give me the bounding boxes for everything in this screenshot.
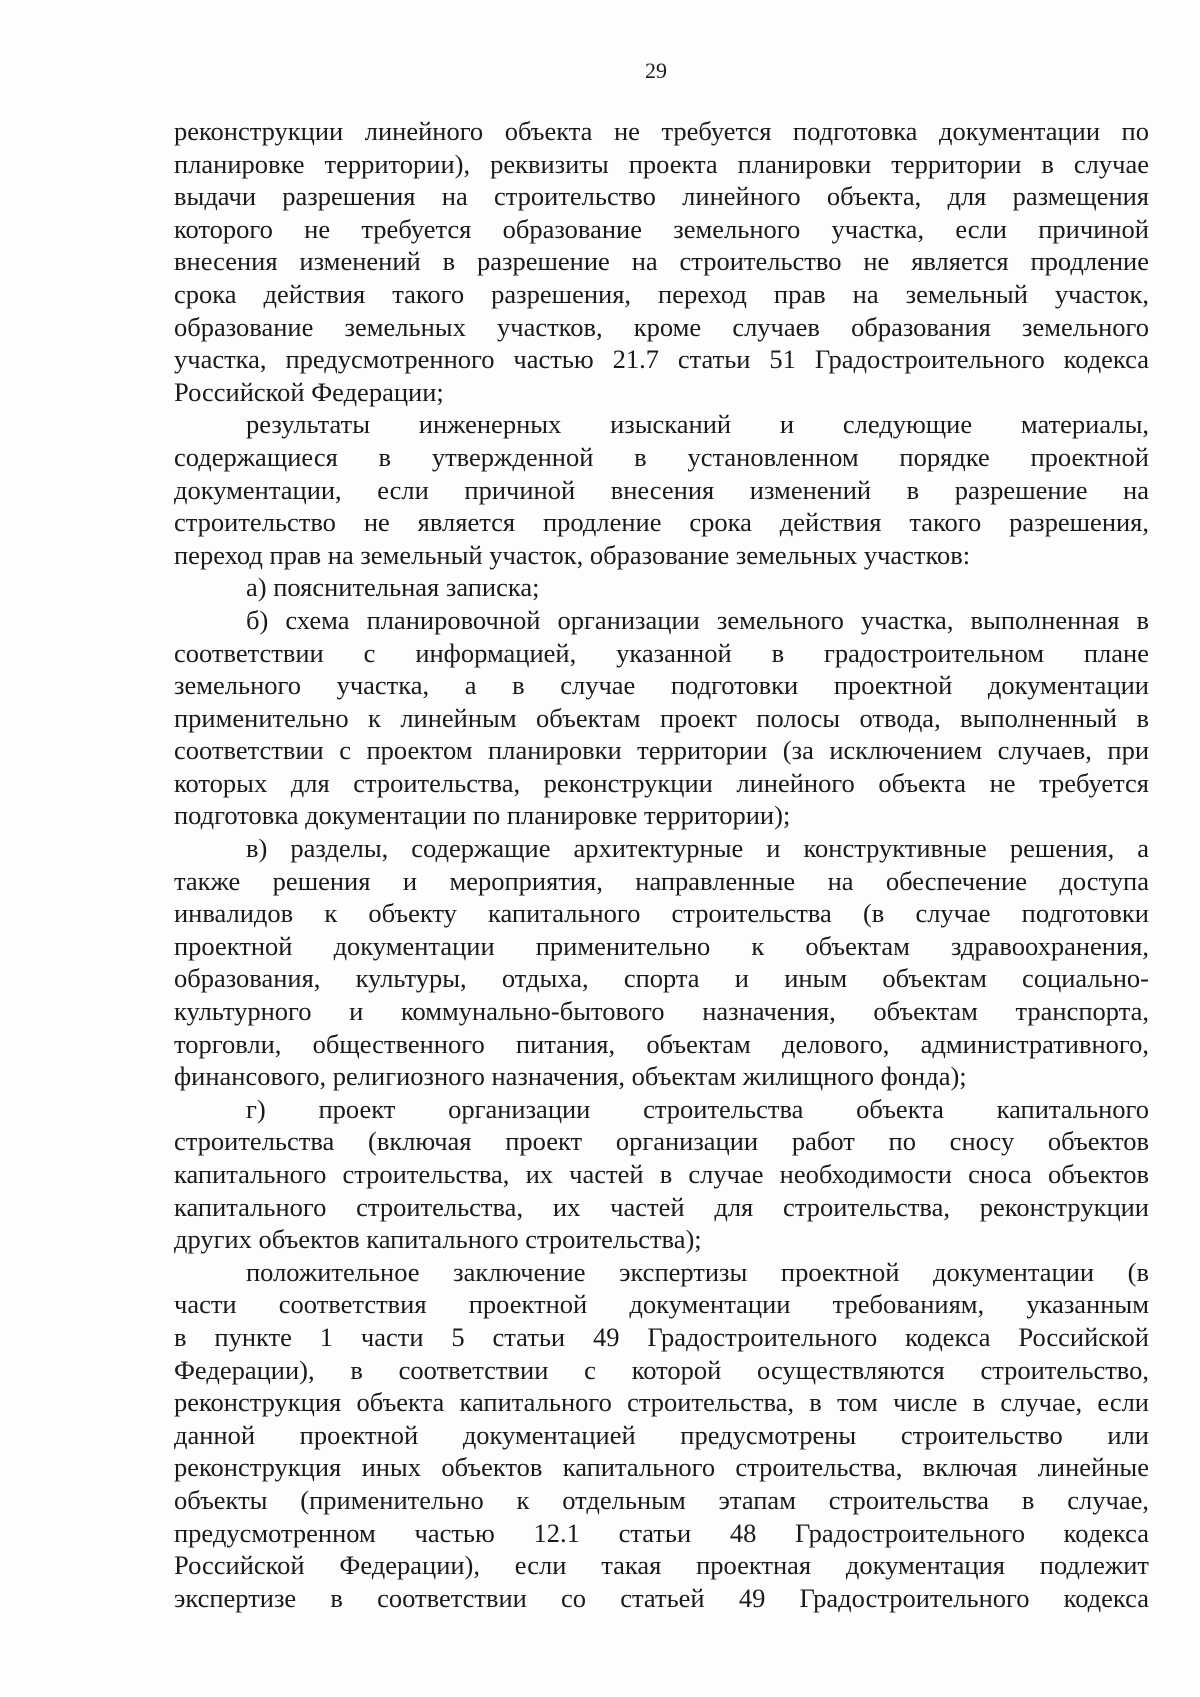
text-line: экспертизе в соответствии со статьей 49 Градостроительного кодекса: [174, 1582, 1149, 1613]
text-line: содержащиеся в утвержденной в установленном порядке проектной: [174, 441, 1149, 472]
text-line: выдачи разрешения на строительство линейного объекта, для размещения: [174, 181, 1149, 212]
page-number: 29: [645, 58, 667, 83]
text-line: которого не требуется образование земельного участка, если причиной: [174, 213, 1149, 244]
body-text: [174, 115, 1149, 1614]
text-line: данной проектной документацией предусмотрены строительство или: [174, 1419, 1149, 1450]
text-line: соответствии с проектом планировки территории (за исключением случаев, при: [174, 735, 1149, 766]
text-line: переход прав на земельный участок, образование земельных участков:: [174, 539, 971, 570]
text-line: финансового, религиозного назначения, объектам жилищного фонда);: [174, 1061, 967, 1092]
text-line: образование земельных участков, кроме случаев образования земельного: [174, 311, 1149, 342]
text-line: в пункте 1 части 5 статьи 49 Градостроительного кодекса Российской: [174, 1321, 1149, 1352]
text-line: инвалидов к объекту капитального строительства (в случае подготовки: [174, 898, 1149, 929]
text-line: Российской Федерации;: [174, 376, 444, 407]
text-line: строительства (включая проект организации работ по сносу объектов: [174, 1126, 1149, 1157]
text-line: реконструкция иных объектов капитального строительства, включая линейные: [174, 1452, 1149, 1483]
text-line: других объектов капитального строительства);: [174, 1224, 702, 1255]
text-line: реконструкции линейного объекта не требуется подготовка документации по: [174, 116, 1149, 146]
text-line: б) схема планировочной организации земельного участка, выполненная в: [246, 604, 1149, 635]
text-line: культурного и коммунально-бытового назначения, объектам транспорта,: [174, 996, 1149, 1027]
text-line: реконструкция объекта капитального строительства, в том числе в случае, если: [174, 1387, 1149, 1418]
text-line: капитального строительства, их частей для строительства, реконструкции: [174, 1191, 1149, 1222]
text-line: срока действия такого разрешения, переход прав на земельный участок,: [174, 278, 1149, 309]
text-line: участка, предусмотренного частью 21.7 статьи 51 Градостроительного кодекса: [174, 344, 1149, 375]
text-line: внесения изменений в разрешение на строительство не является продление: [174, 246, 1149, 277]
text-line: Российской Федерации), если такая проектная документация подлежит: [174, 1550, 1149, 1581]
text-line: а) пояснительная записка;: [246, 572, 540, 603]
text-line: которых для строительства, реконструкции линейного объекта не требуется: [174, 767, 1149, 798]
text-line: части соответствия проектной документации требованиям, указанным: [174, 1289, 1149, 1320]
text-line: предусмотренном частью 12.1 статьи 48 Градостроительного кодекса: [174, 1517, 1149, 1548]
text-line: положительное заключение экспертизы проектной документации (в: [246, 1256, 1149, 1287]
text-line: строительство не является продление срока действия такого разрешения,: [174, 507, 1149, 538]
text-line: применительно к линейным объектам проект полосы отвода, выполненный в: [174, 702, 1149, 733]
text-line: образования, культуры, отдыха, спорта и иным объектам социально-: [174, 963, 1149, 994]
text-line: земельного участка, а в случае подготовки проектной документации: [174, 670, 1149, 701]
text-line: проектной документации применительно к объектам здравоохранения,: [174, 930, 1149, 961]
text-line: объекты (применительно к отдельным этапам строительства в случае,: [174, 1484, 1149, 1515]
text-line: подготовка документации по планировке территории);: [174, 800, 791, 831]
text-line: также решения и мероприятия, направленные на обеспечение доступа: [174, 865, 1149, 896]
text-line: соответствии с информацией, указанной в градостроительном плане: [174, 637, 1149, 668]
text-line: торговли, общественного питания, объектам делового, административного,: [174, 1028, 1149, 1059]
text-line: г) проект организации строительства объекта капитального: [246, 1093, 1149, 1124]
text-line: капитального строительства, их частей в случае необходимости сноса объектов: [174, 1159, 1149, 1189]
text-line: результаты инженерных изысканий и следующие материалы,: [246, 409, 1149, 440]
text-line: документации, если причиной внесения изменений в разрешение на: [174, 474, 1149, 505]
text-line: в) разделы, содержащие архитектурные и конструктивные решения, а: [246, 833, 1149, 864]
text-line: планировке территории), реквизиты проекта планировки территории в случае: [174, 148, 1149, 179]
text-line: Федерации), в соответствии с которой осуществляются строительство,: [174, 1354, 1149, 1385]
